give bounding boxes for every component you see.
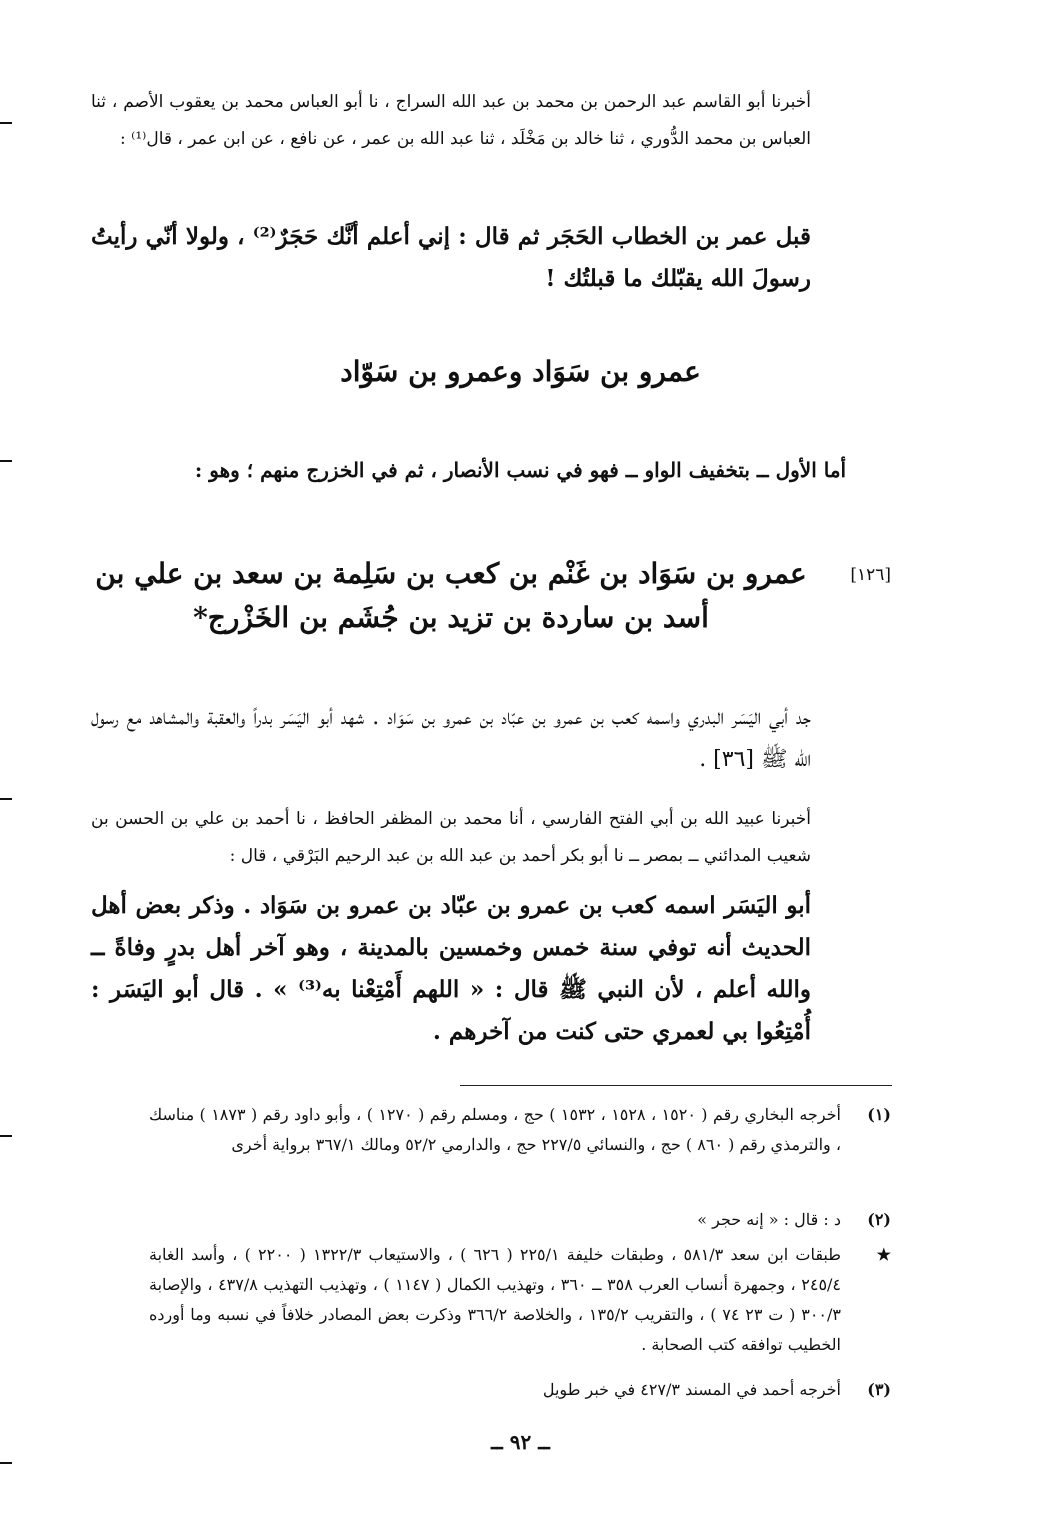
hadith-text-1: قبل عمر بن الخطاب الحَجَر ثم قال : إني أعلم أنَّك حَجَرٌ⁽²⁾ ، ولولا أنّي رأيتُ رسولَ الله يقبّلك ما قبلتُك !	[91, 223, 811, 292]
narration-text-2: أبو اليَسَر اسمه كعب بن عمرو بن عبّاد بن عمرو بن سَوَاد . وذكر بعض أهل الحديث أنه توفي سنة خمس وخمسين بالمدينة ، وهو آخر أهل بدرٍ وفاةً ــ والله أعلم ، لأن النبي ﷺ قال : « اللهم أَمْتِعْنا به⁽³⁾ » . قال أبو اليَسَر : أُمْتِعُوا بي لعمري حتى كنت من آخرهم .	[91, 892, 811, 1045]
isnad-chain-2: أخبرنا عبيد الله بن أبي الفتح الفارسي ، أنا محمد بن المظفر الحافظ ، نا أحمد بن علي بن الحسن بن شعيب المدائني ــ بمصر ــ نا أبو بكر أحمد بن عبد الله بن عبد الرحيم البَرْقي ، قال :	[91, 809, 811, 866]
footnote-marker: (١)	[867, 1105, 891, 1124]
footnote-separator	[460, 1085, 892, 1086]
entry-title: عمرو بن سَوَاد بن غَنْم بن كعب بن سَلِمة بن سعد بن علي بن أسد بن ساردة بن تزيد بن جُشَم بن الخَزْرج*	[95, 557, 807, 634]
footnote-text: أخرجه البخاري رقم ( ١٥٢٠ ، ١٥٢٨ ، ١٥٣٢ ) حج ، ومسلم رقم ( ١٢٧٠ ) ، وأبو داود رقم ( ١٨٧٣ ) مناسك ، والترمذي رقم ( ٨٦٠ ) حج ، والنسائي ٢٢٧/٥ حج ، والدارمي ٥٢/٢ ومالك ٣٦٧/١ برواية أخرى	[149, 1105, 841, 1154]
footnote-2	[149, 1205, 891, 1235]
footnote-3	[149, 1375, 891, 1405]
margin-mark	[0, 1135, 12, 1137]
section-heading: عمرو بن سَوَاد وعمرو بن سَوّاد	[340, 355, 701, 388]
footnote-text: أخرجه أحمد في المسند ٤٢٧/٣ في خبر طويل	[542, 1380, 841, 1399]
isnad-chain-1: أخبرنا أبو القاسم عبد الرحمن بن محمد بن عبد الله السراج ، نا أبو العباس محمد بن يعقوب الأصم ، ثنا العباس بن محمد الدُّوري ، ثنا خالد بن مَخْلَد ، ثنا عبد الله بن عمر ، عن نافع ، عن ابن عمر ، قال⁽¹⁾ :	[91, 92, 811, 149]
footnote-marker: (٢)	[867, 1210, 891, 1229]
footnote-1	[149, 1100, 891, 1160]
biography-paragraph: جد أبي اليَسَر البدري واسمه كعب بن عمرو بن عبّاد بن عمرو بن سَوَاد . شهد أبو اليَسَر بدراً والعقبة والمشاهد مع رسول الله ﷺ [٣٦] .	[91, 705, 811, 772]
page-number: ــ ٩٢ ــ	[491, 1430, 550, 1454]
entry-number: [١٢٦]	[850, 565, 891, 585]
footnote-marker: (٣)	[867, 1380, 891, 1399]
footnote-sources	[149, 1240, 891, 1360]
margin-mark	[0, 1462, 12, 1464]
margin-mark	[0, 798, 12, 800]
star-icon: ★	[876, 1245, 891, 1264]
footnote-text: طبقات ابن سعد ٥٨١/٣ ، وطبقات خليفة ٢٢٥/١ ( ٦٢٦ ) ، والاستيعاب ١٣٢٢/٣ ( ٢٢٠٠ ) ، وأسد الغابة ٢٤٥/٤ ، وجمهرة أنساب العرب ٣٥٨ ــ ٣٦٠ ، وتهذيب الكمال ( ١١٤٧ ) ، وتهذيب التهذيب ٤٣٧/٨ ، والإصابة ٣٠٠/٣ ( ت ٢٣ ٧٤ ) ، والتقريب ١٣٥/٢ ، والخلاصة ٣٦٦/٢ وذكرت بعض المصادر خلافاً في نسبه وما أورده الخطيب توافقه كتب الصحابة .	[149, 1245, 842, 1354]
section-intro: أما الأول ــ بتخفيف الواو ــ فهو في نسب الأنصار ، ثم في الخزرج منهم ؛ وهو :	[194, 458, 847, 482]
footnote-text: د : قال : « إنه حجر »	[697, 1210, 841, 1229]
margin-mark	[0, 122, 12, 124]
